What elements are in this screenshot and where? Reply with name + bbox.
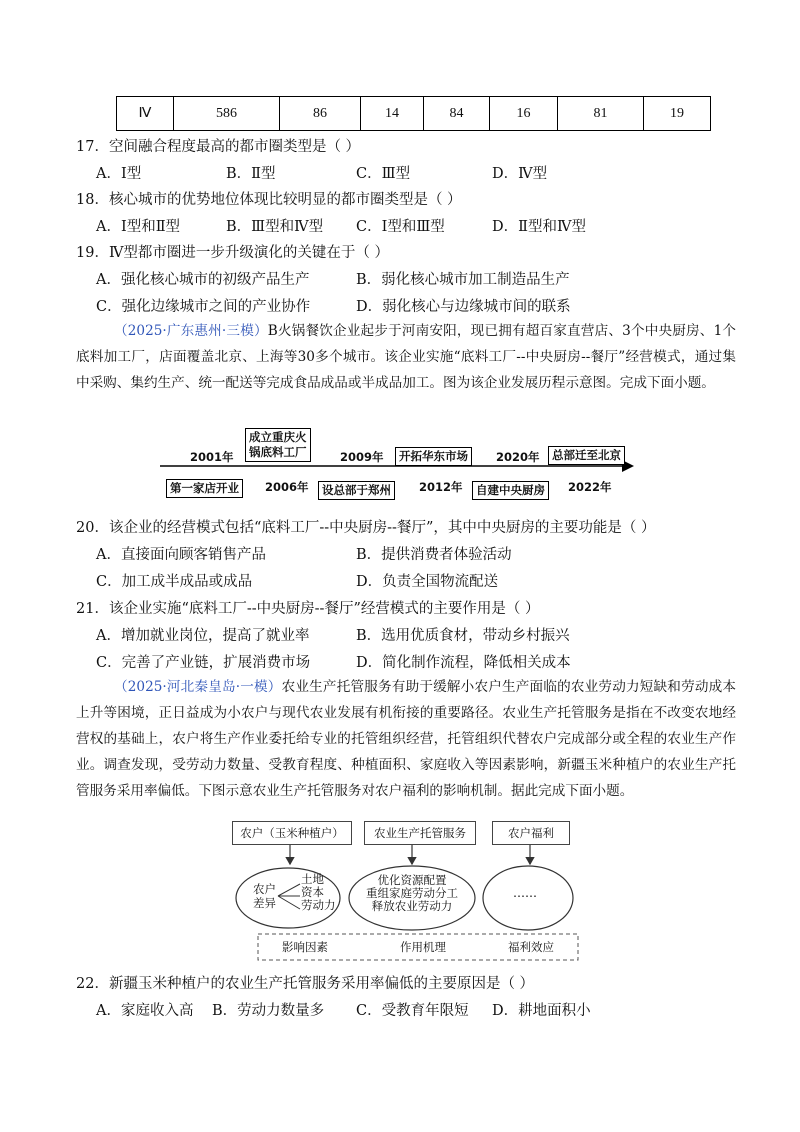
- mechanism-release: 释放农业劳动力: [371, 899, 453, 913]
- q22-option-c: C．受教育年限短: [356, 1003, 469, 1019]
- q18-option-c: C．Ⅰ型和Ⅲ型: [356, 219, 445, 235]
- q17-option-c: C．Ⅲ型: [356, 166, 411, 182]
- event-zhengzhou-hq: 设总部于郑州: [318, 481, 395, 500]
- q21-option-d: D．简化制作流程，降低相关成本: [356, 655, 571, 671]
- table-cell: 81: [558, 97, 644, 131]
- mechanism-optimize: 优化资源配置: [377, 873, 447, 887]
- table-cell: 84: [424, 97, 490, 131]
- label-factors: 影响因素: [282, 940, 328, 954]
- q22-option-a: A．家庭收入高: [96, 1003, 194, 1019]
- q18-option-a: A．Ⅰ型和Ⅱ型: [96, 219, 181, 235]
- q21-option-b: B．选用优质食材，带动乡村振兴: [356, 628, 570, 644]
- mechanism-reorganize: 重组家庭劳动分工: [366, 886, 458, 900]
- passage-1-source: （2025·广东惠州·三模）: [114, 323, 268, 339]
- farmer-difference-label: [253, 882, 276, 910]
- event-chongqing-factory-line1: 成立重庆火: [249, 430, 307, 444]
- farmer-difference-line1: 农户: [253, 882, 276, 896]
- timeline-year-2020: 2020年: [496, 450, 540, 464]
- q19-option-b: B．弱化核心城市加工制造品生产: [356, 272, 570, 288]
- factor-land: 土地: [301, 872, 324, 886]
- mechanism-list: [362, 874, 462, 913]
- q20-option-c: C．加工成半成品或成品: [96, 574, 253, 590]
- question-17-stem: 17．空间融合程度最高的都市圈类型是（ ）: [76, 139, 361, 155]
- q22-option-d: D．耕地面积小: [492, 1003, 591, 1019]
- event-chongqing-factory: [245, 428, 311, 462]
- timeline-year-2012: 2012年: [419, 480, 463, 494]
- label-welfare: 福利效应: [508, 940, 554, 954]
- q20-option-a: A．直接面向顾客销售产品: [96, 547, 266, 563]
- q17-option-a: A．Ⅰ型: [96, 166, 142, 182]
- farmer-difference-line2: 差异: [253, 896, 276, 910]
- welfare-ellipsis: ……: [513, 886, 537, 900]
- q18-option-d: D．Ⅱ型和Ⅳ型: [492, 219, 586, 235]
- event-east-china: 开拓华东市场: [395, 447, 472, 466]
- q19-option-a: A．强化核心城市的初级产品生产: [96, 272, 310, 288]
- q19-option-d: D．弱化核心与边缘城市间的联系: [356, 299, 571, 315]
- box-trusteeship-service: 农业生产托管服务: [364, 821, 476, 845]
- event-central-kitchen: 自建中央厨房: [472, 481, 549, 500]
- passage-1: [76, 318, 736, 396]
- timeline-year-2009: 2009年: [340, 450, 384, 464]
- question-22-stem: 22．新疆玉米种植户的农业生产托管服务采用率偏低的主要原因是（ ）: [76, 976, 535, 992]
- passage-2-source: （2025·河北秦皇岛·一模）: [114, 679, 282, 695]
- data-table: [116, 96, 711, 131]
- q21-option-c: C．完善了产业链，扩展消费市场: [96, 655, 311, 671]
- question-20-stem: 20．该企业的经营模式包括“底料工厂--中央厨房--餐厅”，其中中央厨房的主要功能是（ ）: [76, 520, 656, 536]
- timeline-year-2001: 2001年: [190, 450, 234, 464]
- table-cell: 16: [490, 97, 558, 131]
- event-chongqing-factory-line2: 锅底料工厂: [249, 445, 307, 459]
- table-cell: Ⅳ: [117, 97, 174, 131]
- q20-option-b: B．提供消费者体验活动: [356, 547, 512, 563]
- timeline-year-2006: 2006年: [265, 480, 309, 494]
- table-cell: 86: [280, 97, 361, 131]
- factor-labor: 劳动力: [301, 898, 336, 912]
- box-farmer-welfare: 农户福利: [492, 821, 570, 845]
- table-cell: 19: [644, 97, 711, 131]
- event-first-store: 第一家店开业: [166, 479, 243, 498]
- q22-option-b: B．劳动力数量多: [212, 1003, 325, 1019]
- table-cell: 586: [174, 97, 280, 131]
- passage-2: [76, 674, 736, 804]
- passage-2-text: 农业生产托管服务有助于缓解小农户生产面临的农业劳动力短缺和劳动成本上升等困境，正日益成为小农户与现代农业发展有机衔接的重要路径。农业生产托管服务是指在不改变农地经营权的基础上，农户将生产作业委托给专业的托管组织经营，托管组织代替农户完成部分或全程的农业生产作业。调查发现，受劳动力数量、受教育程度、种植面积、家庭收入等因素影响，新疆玉米种植户的农业生产托管服务采用率偏低。下图示意农业生产托管服务对农户福利的影响机制。据此完成下面小题。: [76, 679, 736, 799]
- passage-1-text: B火锅餐饮企业起步于河南安阳，现已拥有超百家直营店、3个中央厨房、1个底料加工厂，店面覆盖北京、上海等30多个城市。该企业实施“底料工厂--中央厨房--餐厅”经营模式，通过集中采购、集约生产、统一配送等完成食品成品或半成品加工。图为该企业发展历程示意图。完成下面小题。: [76, 323, 736, 391]
- box-farmers: 农户（玉米种植户）: [232, 821, 352, 845]
- q17-option-b: B．Ⅱ型: [226, 166, 276, 182]
- q17-option-d: D．Ⅳ型: [492, 166, 548, 182]
- table-row: [117, 97, 711, 131]
- question-19-stem: 19．Ⅳ型都市圈进一步升级演化的关键在于（ ）: [76, 245, 390, 261]
- q21-option-a: A．增加就业岗位，提高了就业率: [96, 628, 310, 644]
- q19-option-c: C．强化边缘城市之间的产业协作: [96, 299, 311, 315]
- label-mechanism: 作用机理: [400, 940, 446, 954]
- question-18-stem: 18．核心城市的优势地位体现比较明显的都市圈类型是（ ）: [76, 192, 462, 208]
- factor-capital: 资本: [301, 885, 324, 899]
- event-beijing-hq: 总部迁至北京: [548, 446, 625, 465]
- table-cell: 14: [361, 97, 424, 131]
- q18-option-b: B．Ⅲ型和Ⅳ型: [226, 219, 324, 235]
- question-21-stem: 21．该企业实施“底料工厂--中央厨房--餐厅”经营模式的主要作用是（ ）: [76, 601, 540, 617]
- timeline-year-2022: 2022年: [568, 480, 612, 494]
- q20-option-d: D．负责全国物流配送: [356, 574, 499, 590]
- factor-list: [301, 873, 336, 912]
